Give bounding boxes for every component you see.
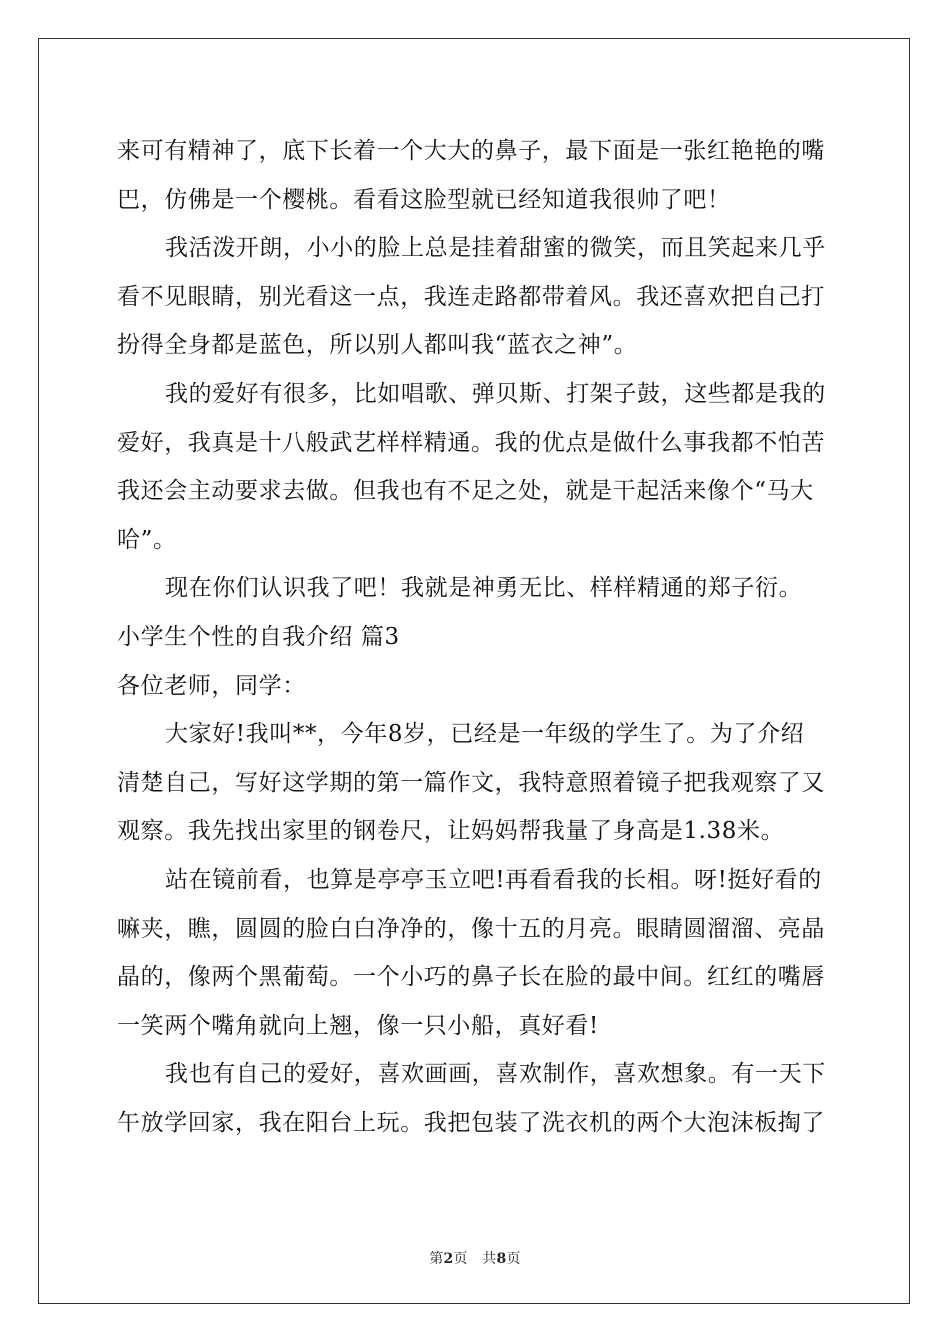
text-line: 我的爱好有很多，比如唱歌、弹贝斯、打架子鼓，这些都是我的 [165, 380, 826, 407]
text-line: 哈”。 [117, 526, 177, 553]
text-line: 晶的，像两个黑葡萄。一个小巧的鼻子长在脸的最中间。红红的嘴唇 [117, 964, 825, 991]
text-line: 嘛夹，瞧，圆圆的脸白白净净的，像十五的月亮。眼睛圆溜溜、亮晶 [117, 915, 825, 942]
text-line: 我还会主动要求去做。但我也有不足之处，就是干起活来像个“马大 [117, 478, 814, 505]
text-line: 来可有精神了，底下长着一个大大的鼻子，最下面是一张红艳艳的嘴 [117, 138, 825, 164]
salutation: 各位老师，同学： [117, 672, 306, 699]
text-line: 午放学回家，我在阳台上玩。我把包装了洗衣机的两个大泡沫板掏了 [117, 1109, 825, 1136]
text-line: 清楚自己，写好这学期的第一篇作文，我特意照着镜子把我观察了又 [117, 769, 825, 796]
total-pages: 8 [496, 1251, 507, 1267]
text-line: 巴，仿佛是一个樱桃。看看这脸型就已经知道我很帅了吧！ [117, 186, 731, 213]
page-prefix: 第 [429, 1251, 444, 1267]
text-line: 一笑两个嘴角就向上翘，像一只小船，真好看! [117, 1012, 599, 1039]
text-line: 我活泼开朗，小小的脸上总是挂着甜蜜的微笑，而且笑起来几乎 [165, 235, 826, 262]
page-number: 2 [443, 1251, 454, 1267]
text-line: 扮得全身都是蓝色，所以别人都叫我“蓝衣之神”。 [117, 332, 638, 359]
text-line: 看不见眼睛，别光看这一点，我连走路都带着风。我还喜欢把自己打 [117, 283, 825, 310]
total-suffix: 页 [506, 1251, 521, 1267]
page-footer [0, 1248, 950, 1268]
text-line: 现在你们认识我了吧！我就是神勇无比、样样精通的郑子衍。 [165, 575, 803, 602]
page-suffix: 页 [453, 1251, 468, 1267]
document-body [117, 127, 837, 1147]
text-line: 大家好!我叫**，今年8岁，已经是一年级的学生了。为了介绍 [165, 721, 805, 748]
text-line: 我也有自己的爱好，喜欢画画，喜欢制作，喜欢想象。有一天下 [165, 1061, 826, 1088]
text-line: 爱好，我真是十八般武艺样样精通。我的优点是做什么事我都不怕苦 [117, 429, 825, 456]
text-line: 观察。我先找出家里的钢卷尺，让妈妈帮我量了身高是1.38米。 [117, 818, 785, 845]
section-heading: 小学生个性的自我介绍 篇3 [117, 623, 400, 650]
total-prefix: 共 [482, 1251, 497, 1267]
text-line: 站在镜前看，也算是亭亭玉立吧!再看看我的长相。呀!挺好看的 [165, 866, 822, 893]
